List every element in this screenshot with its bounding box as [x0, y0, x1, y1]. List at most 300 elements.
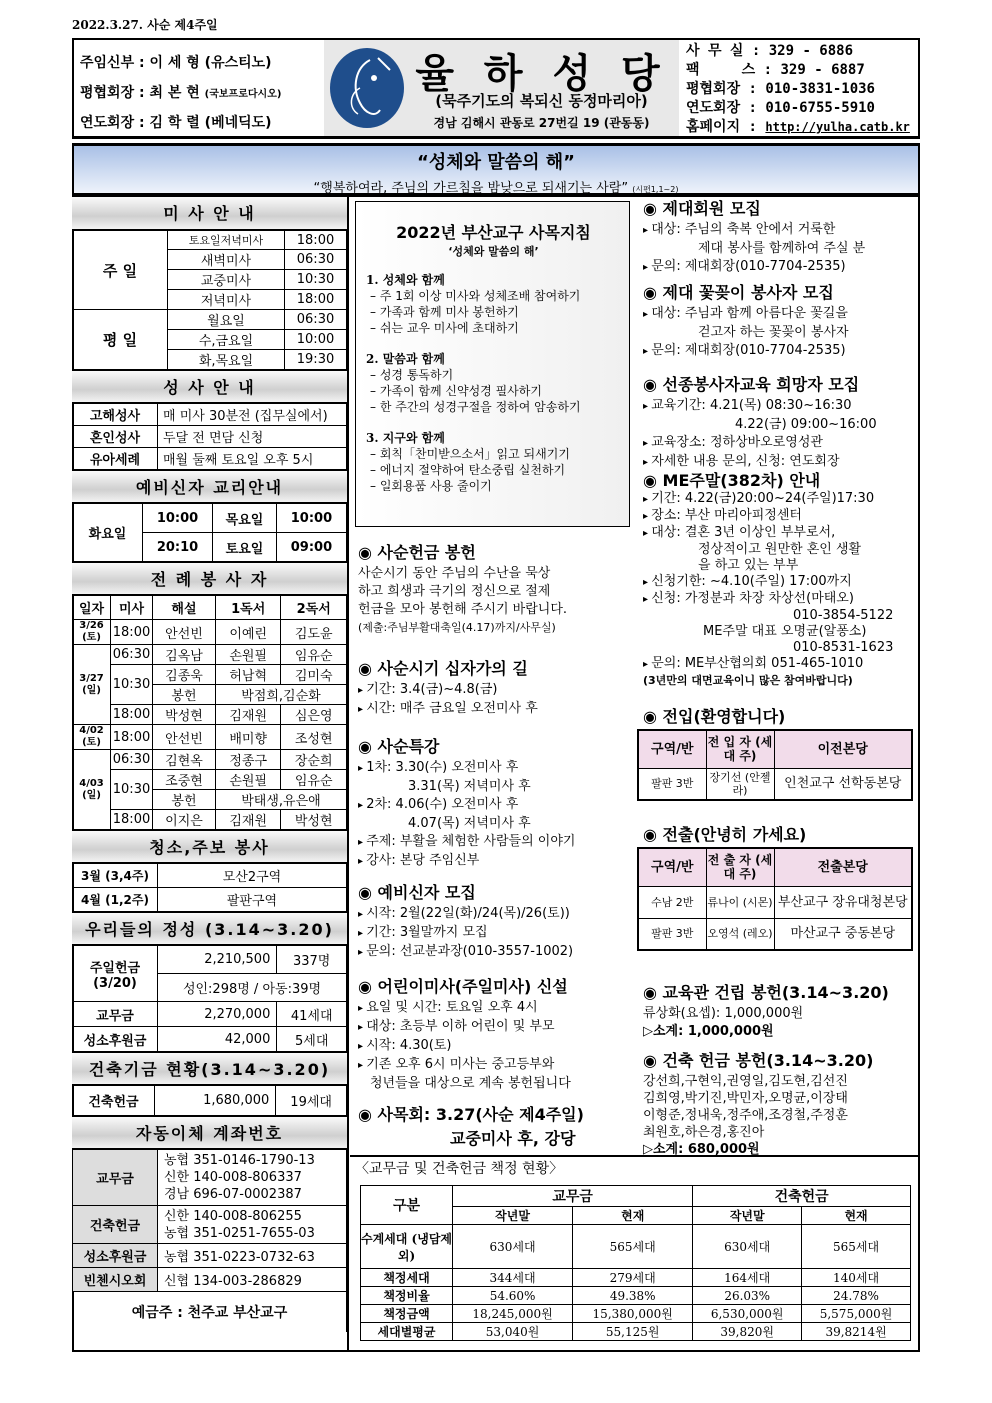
contact-label: 사 무 실 — [686, 43, 744, 59]
staff-council-president: 평협회장 : 최 본 현 (국보프로다시오) — [80, 85, 282, 101]
mass-time: 06:30 — [285, 250, 347, 270]
section-title: ◉ 예비신자 모집 — [358, 883, 476, 902]
donor-names: 김희영,박기진,박민자,오명균,이장태 — [643, 1091, 848, 1106]
name-cell: 김재원 — [215, 810, 280, 830]
bullet-item: ▸ 요일 및 시간: 토요일 오후 4시 — [358, 999, 571, 1018]
section-title: ◉ 선종봉사자교육 희망자 모집 — [643, 375, 860, 394]
col-sub: 현재 — [573, 1207, 693, 1225]
weekday-label: 평 일 — [73, 310, 168, 370]
parish-logo-icon — [330, 48, 404, 128]
bullet-continuation: 4.07(목) 저녁미사 후 — [408, 816, 531, 831]
guideline-item: – 쉬는 교우 미사에 초대하기 — [370, 321, 519, 335]
value-cell: 18,245,000원 — [453, 1305, 573, 1323]
district-cell: 팔판 3반 — [638, 918, 706, 950]
bullet-continuation: 제대 봉사를 함께하여 주실 분 — [698, 241, 866, 256]
assessment-title: 〈교무금 및 건축헌금 책정 현황〉 — [355, 1161, 564, 1177]
row-label: 세대별평균 — [361, 1323, 453, 1341]
time-cell: 18:00 — [111, 705, 153, 725]
attendance-detail: 성인:298명 / 아동:39명 — [158, 974, 347, 1002]
catechumen-table — [72, 503, 347, 562]
quote-source: (시편1,1~2) — [632, 185, 679, 194]
name-cell: 조성현 — [281, 725, 347, 750]
person-cell: 류나이 (시몬) — [706, 886, 774, 918]
col-person: 전 출 자 (세 대 주) — [706, 848, 774, 886]
row-label: 책정세대 — [361, 1269, 453, 1287]
mass-heading: 미 사 안 내 — [72, 197, 347, 230]
class-day: 화요일 — [73, 504, 143, 562]
account-numbers — [158, 1206, 347, 1244]
section-title: ◉ 제대 꽃꽂이 봉사자 모집 — [643, 283, 834, 302]
value-cell: 140세대 — [802, 1269, 911, 1287]
account-holder: 예금주 : 천주교 부산교구 — [73, 1292, 347, 1332]
cleaning-group: 팔판구역 — [158, 888, 347, 912]
donor-names: 최원호,하은경,홍진아 — [643, 1125, 765, 1140]
name-cell: 손원필 — [215, 645, 280, 665]
staff-note: (베네딕도) — [204, 115, 272, 131]
col-reading1: 1독서 — [215, 596, 280, 620]
guideline-heading: 1. 성체와 함께 — [366, 273, 445, 287]
section-title: ◉ 어린이미사(주일미사) 신설 — [358, 977, 568, 996]
col-district: 구역/반 — [638, 848, 706, 886]
contact-label: 연도회장 — [686, 100, 741, 116]
col-district: 구역/반 — [638, 730, 706, 768]
col-division: 구분 — [361, 1186, 453, 1225]
fund-name: 건축헌금 — [73, 1086, 155, 1116]
name-cell: 김현옥 — [153, 750, 216, 770]
name-cell: 김미숙 — [281, 665, 347, 685]
value-cell: 26.03% — [693, 1287, 802, 1305]
name-cell: 박성현 — [153, 705, 216, 725]
section-title: ◉ 건축 헌금 봉헌(3.14~3.20) — [643, 1051, 874, 1070]
account-line: 농협 351-0251-7655-03 — [164, 1225, 315, 1241]
value-cell: 53,040원 — [453, 1323, 573, 1341]
divider — [350, 1155, 920, 1157]
value-cell: 344세대 — [453, 1269, 573, 1287]
name-cell: 김옥남 — [153, 645, 216, 665]
date-line: 2022.3.27. 사순 제4주일 — [72, 18, 218, 32]
mass-name: 교중미사 — [168, 270, 285, 290]
amount-cell: 42,000 — [158, 1027, 277, 1052]
subtotal: ▷소계: 680,000원 — [643, 1142, 760, 1157]
guideline-item: – 주 1회 이상 미사와 성체조배 참여하기 — [370, 289, 581, 303]
catechumen-heading: 예비신자 교리안내 — [72, 470, 347, 503]
mass-time: 18:00 — [285, 231, 347, 250]
guidelines-subtitle: ‘성체와 말씀의 해’ — [448, 245, 539, 258]
offering-name: 교무금 — [73, 1002, 158, 1027]
value-cell: 565세대 — [802, 1225, 911, 1269]
col-commentary: 해설 — [153, 596, 216, 620]
offering-label: 봉헌 — [153, 790, 216, 810]
name-cell: 심은영 — [281, 705, 347, 725]
bullet-item: ▸ 주제: 부활을 체험한 사람들의 이야기 — [358, 833, 575, 852]
value-cell: 630세대 — [453, 1225, 573, 1269]
name-cell: 김종욱 — [153, 665, 216, 685]
mass-time: 18:00 — [285, 290, 347, 310]
account-line: 신한 140-008-806255 — [164, 1208, 302, 1224]
section-title: ◉ ME주말(382차) 안내 — [643, 471, 821, 490]
time-cell: 18:00 — [111, 725, 153, 750]
liturgy-heading: 전 례 봉 사 자 — [72, 562, 347, 595]
account-purpose: 성소후원금 — [73, 1244, 158, 1268]
bullet-item: ▸ 문의: 제대회장(010-7704-2535) — [643, 258, 865, 277]
section-title: ◉ 사순특강 — [358, 737, 440, 756]
parish-cell: 부산교구 장유대청본당 — [774, 886, 912, 918]
catechumen-recruit-section — [358, 881, 573, 962]
name-cell: 임유순 — [281, 770, 347, 790]
value-cell: 5,575,000원 — [802, 1305, 911, 1323]
sacraments-table — [72, 403, 347, 470]
person-cell: 장기선 (안젤라) — [706, 768, 774, 800]
theme-banner — [72, 143, 920, 195]
district-cell: 팔판 3반 — [638, 768, 706, 800]
account-line: 경남 696-07-0002387 — [164, 1187, 302, 1202]
bullet-item: ▸ 시간: 매주 금요일 오전미사 후 — [358, 700, 538, 719]
mass-name: 수,금요일 — [168, 330, 285, 350]
offering-heading: 우리들의 정성 (3.14~3.20) — [72, 912, 347, 945]
cleaning-period: 4월 (1,2주) — [73, 888, 158, 912]
funeral-servers-section — [643, 373, 877, 472]
bullet-continuation: 을 하고 있는 부부 — [698, 558, 799, 573]
district-cell: 수남 2반 — [638, 886, 706, 918]
value-cell: 55,125원 — [573, 1323, 693, 1341]
col-group-building: 건축헌금 — [693, 1186, 911, 1207]
amount-cell: 2,210,500 — [158, 946, 277, 974]
value-cell: 39,8214원 — [802, 1323, 911, 1341]
account-purpose: 건축헌금 — [73, 1206, 158, 1244]
account-line: 신한 140-008-806337 — [164, 1170, 302, 1185]
bullet-item: ▸ 시작: 2월(22일(화)/24(목)/26(토)) — [358, 905, 573, 924]
bullet-continuation: 010-3854-5122 — [793, 608, 894, 623]
mass-name: 화,목요일 — [168, 350, 285, 370]
name-cell: 배미향 — [215, 725, 280, 750]
contact-homepage: 홈페이지 : http://yulha.catb.kr — [686, 119, 910, 135]
parish-header — [72, 38, 920, 139]
contact-list — [686, 42, 918, 137]
name-cell: 임유순 — [281, 645, 347, 665]
staff-memorial-president: 연도회장 : 김 학 렬 (베네딕도) — [80, 115, 272, 131]
bullet-item: ▸ 시작: 4.30(토) — [358, 1037, 571, 1056]
col-person: 전 입 자 (세 대 주) — [706, 730, 774, 768]
guideline-item: – 일회용품 사용 줄이기 — [370, 479, 492, 493]
amount-cell: 1,680,000 — [155, 1086, 276, 1116]
name-cell: 김도윤 — [281, 620, 347, 645]
education-hall-section — [643, 981, 889, 1041]
assessment-table — [360, 1185, 911, 1341]
contact-council: 평협회장 : 010-3831-1036 — [686, 81, 875, 97]
row-label: 책정비율 — [361, 1287, 453, 1305]
col-date: 일자 — [73, 596, 111, 620]
bullet-item: ▸ 장소: 부산 마리아피정센터 — [643, 508, 893, 525]
council-section — [358, 1103, 584, 1151]
value-cell: 39,820원 — [693, 1323, 802, 1341]
sacrament-name: 혼인성사 — [73, 426, 158, 448]
sacrament-name: 고해성사 — [73, 404, 158, 426]
mass-time: 06:30 — [285, 310, 347, 330]
bullet-item: ▸ 대상: 주님과 함께 아름다운 꽃길을 — [643, 305, 849, 324]
class-day: 토요일 — [213, 533, 277, 562]
date-cell: 3/27 (일) — [73, 645, 111, 725]
name-cell: 조중현 — [153, 770, 216, 790]
class-day: 목요일 — [213, 504, 277, 533]
bullet-item: ▸ 대상: 주님의 축복 안에서 거룩한 — [643, 221, 865, 240]
body-line: 사순시기 동안 주님의 수난을 묵상 — [358, 566, 551, 581]
guideline-item: – 가족이 함께 신약성경 필사하기 — [370, 384, 542, 398]
bullet-item: ▸ 문의: 제대회장(010-7704-2535) — [643, 342, 849, 361]
value-cell: 15,380,000원 — [573, 1305, 693, 1323]
accounts-heading: 자동이체 계좌번호 — [72, 1116, 347, 1149]
value-cell: 164세대 — [693, 1269, 802, 1287]
liturgy-servers-table — [72, 595, 347, 830]
me-weekend-section — [643, 471, 893, 689]
time-cell: 10:30 — [111, 770, 153, 810]
offering-name: 성소후원금 — [73, 1027, 158, 1052]
parish-patron: (묵주기도의 복되신 동정마리아) — [435, 92, 648, 110]
guidelines-title: 2022년 부산교구 사목지침 — [396, 223, 591, 242]
bullet-continuation: 3.31(목) 저녁미사 후 — [408, 779, 531, 794]
donor-names: 이형준,정내욱,정주애,조경철,주정훈 — [643, 1108, 848, 1123]
value-cell: 630세대 — [693, 1225, 802, 1269]
contact-fax: 팩 스 : 329 - 6887 — [686, 62, 865, 78]
mass-time: 19:30 — [285, 350, 347, 370]
name-cell: 안선빈 — [153, 620, 216, 645]
count-cell: 337명 — [277, 946, 347, 974]
contact-value: 329 - 6886 — [768, 43, 854, 59]
account-line: 농협 351-0223-0732-63 — [158, 1244, 347, 1268]
name-cell: 안선빈 — [153, 725, 216, 750]
bullet-continuation: 걷고자 하는 꽃꽂이 봉사자 — [698, 325, 849, 340]
mass-name: 토요일저녁미사 — [168, 231, 285, 250]
section-title: ◉ 사목회: 3.27(사순 제4주일) — [358, 1105, 584, 1124]
bullet-continuation: 청년들을 대상으로 계속 봉헌됩니다 — [370, 1076, 571, 1091]
section-title: ◉ 제대회원 모집 — [643, 199, 761, 218]
bullet-item: ▸ 대상: 초등부 이하 어린이 및 부모 — [358, 1018, 571, 1037]
move-in-section — [637, 705, 913, 801]
value-cell: 6,530,000원 — [693, 1305, 802, 1323]
donor-line: 류상화(요셉): 1,000,000원 — [643, 1006, 804, 1021]
parish-title-block — [324, 40, 679, 136]
bullet-item: ▸ 1차: 3.30(수) 오전미사 후 — [358, 759, 575, 778]
amount-cell: 2,270,000 — [158, 1002, 277, 1027]
section-title: ◉ 교육관 건립 봉헌(3.14~3.20) — [643, 983, 889, 1002]
time-cell: 06:30 — [111, 645, 153, 665]
accounts-table — [72, 1149, 347, 1332]
contact-value: 010-6755-5910 — [765, 100, 875, 116]
body-line: 하고 희생과 극기의 정신으로 절제 — [358, 584, 551, 599]
cleaning-period: 3월 (3,4주) — [73, 864, 158, 888]
name-cell: 손원필 — [215, 770, 280, 790]
quote-text: “행복하여라, 주님의 가르침을 밤낮으로 되새기는 사람” — [313, 181, 629, 196]
section-title-line2: 교중미사 후, 강당 — [450, 1129, 576, 1148]
class-time: 10:00 — [276, 504, 346, 533]
lent-offering-section — [358, 541, 567, 637]
value-cell: 279세대 — [573, 1269, 693, 1287]
value-cell: 565세대 — [573, 1225, 693, 1269]
col-group-dues: 교무금 — [453, 1186, 693, 1207]
altar-servers-section — [643, 197, 865, 277]
sacrament-desc: 두달 전 면담 신청 — [158, 426, 347, 448]
flower-servers-section — [643, 281, 849, 361]
cleaning-heading: 청소,주보 봉사 — [72, 830, 347, 863]
bullet-item: ▸ 교육장소: 정하상바오로영성관 — [643, 434, 877, 453]
sacrament-name: 유아세례 — [73, 448, 158, 470]
staff-note: (유스티노) — [204, 55, 272, 71]
bullet-item: ▸ 기간: 4.22(금)20:00~24(주일)17:30 — [643, 491, 893, 508]
guideline-item: – 성경 통독하기 — [370, 368, 454, 382]
staff-label: 주임신부 — [80, 55, 135, 71]
parish-address: 경남 김해시 관동로 27번길 19 (관동동) — [433, 116, 650, 130]
col-sub: 작년말 — [453, 1207, 573, 1225]
mass-name: 월요일 — [168, 310, 285, 330]
sacrament-desc: 매월 둘째 토요일 오후 5시 — [158, 448, 347, 470]
count-cell: 41세대 — [277, 1002, 347, 1027]
staff-name: 최 본 현 — [149, 85, 200, 101]
name-cell: 정종구 — [215, 750, 280, 770]
guideline-heading: 3. 지구와 함께 — [366, 431, 445, 445]
bullet-continuation: ME주말 대표 오명균(알퐁소) — [703, 624, 867, 639]
body-note: (제출:주님부활대축일(4.17)까지/사무실) — [358, 621, 556, 634]
cleaning-group: 모산2구역 — [158, 864, 347, 888]
bullet-continuation: 010-8531-1623 — [793, 640, 894, 655]
account-purpose: 교무금 — [73, 1150, 158, 1206]
bullet-item: ▸ 문의: 선교분과장(010-3557-1002) — [358, 943, 573, 962]
account-purpose: 빈첸시오회 — [73, 1268, 158, 1292]
bullet-continuation: 정상적이고 원만한 혼인 생활 — [698, 542, 862, 557]
account-line: 농협 351-0146-1790-13 — [164, 1153, 315, 1168]
col-sub: 작년말 — [693, 1207, 802, 1225]
value-cell: 49.38% — [573, 1287, 693, 1305]
col-parish: 이전본당 — [774, 730, 912, 768]
cleaning-table — [72, 863, 347, 912]
pastoral-guidelines-box — [355, 201, 630, 527]
mass-time: 10:00 — [285, 330, 347, 350]
homepage-link[interactable]: http://yulha.catb.kr — [765, 120, 910, 134]
parish-cell: 인천교구 선학동본당 — [774, 768, 912, 800]
count-cell: 5세대 — [277, 1027, 347, 1052]
name-cell: 장순희 — [281, 750, 347, 770]
staff-label: 평협회장 — [80, 85, 135, 101]
contact-label: 팩 스 — [686, 62, 756, 78]
label-text: 주일헌금 — [89, 960, 141, 976]
guideline-item: – 에너지 절약하여 탄소중립 실천하기 — [370, 463, 566, 477]
name-cell: 허남혁 — [215, 665, 280, 685]
guideline-heading: 2. 말씀과 함께 — [366, 352, 445, 366]
contact-label: 홈페이지 — [686, 119, 741, 135]
bullet-item: ▸ 교육기간: 4.21(목) 08:30~16:30 — [643, 397, 877, 416]
guideline-item: – 한 주간의 성경구절을 정하여 암송하기 — [370, 400, 581, 414]
subtotal: ▷소계: 1,000,000원 — [643, 1024, 774, 1039]
class-time: 20:10 — [143, 533, 213, 562]
bullet-item: ▸ 신청: 가정분과 차장 차상선(마태오) — [643, 591, 893, 608]
label-date: (3/20) — [93, 975, 137, 991]
mass-schedule-table — [72, 230, 347, 370]
section-title: ◉ 전출(안녕히 가세요) — [643, 825, 807, 844]
bullet-item: ▸ 기간: 3.4(금)~4.8(금) — [358, 681, 538, 700]
kids-mass-section — [358, 975, 571, 1093]
bullet-item: ▸ 대상: 결혼 3년 이상인 부부로서, — [643, 525, 893, 542]
section-title: ◉ 사순시기 십자가의 길 — [358, 659, 528, 678]
staff-note: (국보프로다시오) — [204, 89, 282, 100]
building-offering-section — [643, 1049, 873, 1158]
name-cell: 박성현 — [281, 810, 347, 830]
bullet-item: ▸ 기존 오후 6시 미사는 중고등부와 — [358, 1056, 571, 1075]
staff-list — [80, 48, 320, 138]
sacrament-desc: 매 미사 30분전 (집무실에서) — [158, 404, 347, 426]
name-cell: 이지은 — [153, 810, 216, 830]
sunday-offering-label — [73, 946, 158, 1002]
mass-time: 10:30 — [285, 270, 347, 290]
building-fund-table — [72, 1085, 347, 1116]
section-note: (3년만의 대면교육이니 많은 참여바랍니다) — [643, 674, 853, 687]
move-in-table — [637, 729, 913, 801]
sunday-label: 주 일 — [73, 231, 168, 310]
stations-section — [358, 657, 538, 719]
bullet-item: ▸ 강사: 본당 주임신부 — [358, 852, 575, 871]
building-fund-heading: 건축기금 현황(3.14~3.20) — [72, 1052, 347, 1085]
class-time: 10:00 — [143, 504, 213, 533]
bullet-item: ▸ 2차: 4.06(수) 오전미사 후 — [358, 796, 575, 815]
bullet-item: ▸ 기간: 3월말까지 모집 — [358, 924, 573, 943]
staff-name: 이 세 형 — [149, 55, 200, 71]
time-cell: 10:30 — [111, 665, 153, 705]
offering-table — [72, 945, 347, 1052]
left-column — [72, 197, 349, 1352]
time-cell: 18:00 — [111, 810, 153, 830]
offering-names: 박점희,김순화 — [215, 685, 346, 705]
staff-label: 연도회장 — [80, 115, 135, 131]
person-cell: 오영석 (레오) — [706, 918, 774, 950]
value-cell: 54.60% — [453, 1287, 573, 1305]
parish-cell: 마산교구 중동본당 — [774, 918, 912, 950]
col-reading2: 2독서 — [281, 596, 347, 620]
contact-label: 평협회장 — [686, 81, 741, 97]
lecture-section — [358, 735, 575, 871]
body-line: 헌금을 모아 봉헌해 주시기 바랍니다. — [358, 602, 568, 617]
move-out-table — [637, 847, 913, 951]
account-numbers — [158, 1150, 347, 1206]
col-mass: 미사 — [111, 596, 153, 620]
row-label: 책정금액 — [361, 1305, 453, 1323]
sacraments-heading: 성 사 안 내 — [72, 370, 347, 403]
time-cell: 06:30 — [111, 750, 153, 770]
section-title: ◉ 사순헌금 봉헌 — [358, 543, 476, 562]
theme-quote — [74, 177, 918, 196]
contact-memorial: 연도회장 : 010-6755-5910 — [686, 100, 875, 116]
contact-office: 사 무 실 : 329 - 6886 — [686, 43, 854, 59]
parish-name: 율 하 성 당 — [415, 51, 668, 97]
bullet-continuation: 4.22(금) 09:00~16:00 — [735, 417, 877, 432]
class-time: 09:00 — [276, 533, 346, 562]
bullet-item: ▸ 문의: ME부산협의회 051-465-1010 — [643, 656, 893, 673]
name-cell: 김재원 — [215, 705, 280, 725]
guideline-item: – 가족과 함께 미사 봉헌하기 — [370, 305, 519, 319]
col-sub: 현재 — [802, 1207, 911, 1225]
date-cell: 4/03 (일) — [73, 750, 111, 830]
guideline-item: – 회칙「찬미받으소서」읽고 되새기기 — [370, 447, 570, 461]
row-label: 수계세대 (냉담제외) — [361, 1225, 453, 1269]
name-cell: 이예린 — [215, 620, 280, 645]
theme-title: “성체와 말씀의 해” — [417, 152, 575, 173]
move-out-section — [637, 823, 913, 951]
offering-names: 박태생,유은애 — [215, 790, 346, 810]
count-cell: 19세대 — [276, 1086, 347, 1116]
mass-name: 저녁미사 — [168, 290, 285, 310]
section-title: ◉ 전입(환영합니다) — [643, 707, 786, 726]
bullet-item: ▸ 자세한 내용 문의, 신청: 연도회장 — [643, 453, 877, 472]
donor-names: 강선희,구현익,권영일,김도현,김선진 — [643, 1074, 848, 1089]
mass-name: 새벽미사 — [168, 250, 285, 270]
date-cell: 4/02 (토) — [73, 725, 111, 750]
contact-value: 010-3831-1036 — [765, 81, 875, 97]
